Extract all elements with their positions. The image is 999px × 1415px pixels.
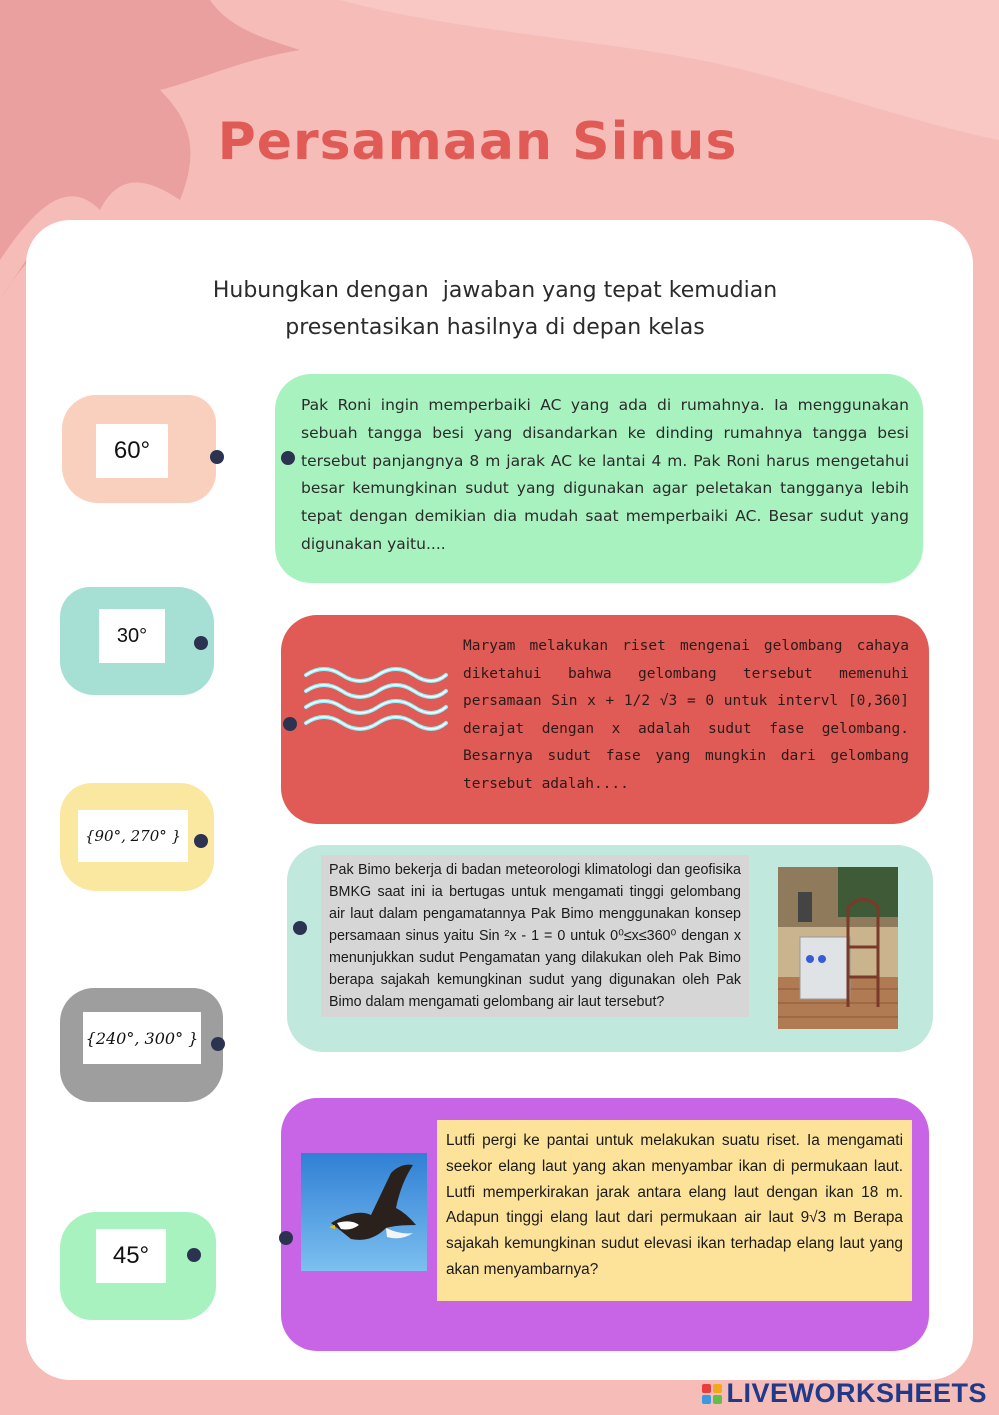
question-connector-dot-4[interactable] [279, 1231, 293, 1245]
question-text-3: Pak Bimo bekerja di badan meteorologi klimatologi dan geofisika BMKG saat ini ia bertugas untuk mengamati tinggi gelombang air laut dalam pengamatannya Pak Bimo menggunakan konsep persamaan sinus yaitu Sin ²x - 1 = 0 untuk 0⁰≤x≤360⁰ dengan x menunjukkan sudut Pengamatan yang dilakukan oleh Pak Bimo berapa sajakah kemungkinan sudut yang digunakan oleh Pak Bimo dalam mengamati gelombang air laut tersebut? [321, 855, 749, 1017]
answer-label-90-270[interactable]: {90°, 270° } [78, 810, 188, 862]
instruction-line-2: presentasikan hasilnya di depan kelas [285, 315, 705, 340]
answer-label-60[interactable]: 60° [96, 424, 168, 478]
page-title: Persamaan Sinus [217, 112, 738, 172]
instruction-text [150, 272, 840, 346]
liveworksheets-logo [702, 1378, 987, 1409]
eagle-photo [301, 1153, 427, 1271]
answer-label-30[interactable]: 30° [99, 609, 165, 663]
question-connector-dot-3[interactable] [293, 921, 307, 935]
question-text-4: Lutfi pergi ke pantai untuk melakukan suatu riset. Ia mengamati seekor elang laut yang akan menyambar ikan di permukaan laut. Lutfi memperkirakan jarak antara elang laut dengan ikan 18 m. Adapun tinggi elang laut dari permukaan air laut 9√3 m Berapa sajakah kemungkinan sudut elevasi ikan terhadap elang laut yang akan menyambarnya? [437, 1120, 912, 1301]
question-text-2: Maryam melakukan riset mengenai gelombang cahaya diketahui bahwa gelombang tersebut memenuhi persamaan Sin x + 1/2 √3 = 0 untuk intervl [0,360] derajat dengan x adalah sudut fase gelombang. Besarnya sudut fase yang mungkin dari gelombang tersebut adalah.... [463, 638, 909, 792]
instruction-line-1: Hubungkan dengan jawaban yang tepat kemudian [212, 278, 778, 303]
question-card-2 [281, 615, 929, 824]
question-connector-dot-2[interactable] [283, 717, 297, 731]
question-connector-dot-1[interactable] [281, 451, 295, 465]
question-card-1 [275, 374, 923, 583]
bmkg-equipment-photo [778, 867, 898, 1029]
liveworksheets-logo-icon [702, 1384, 722, 1404]
answer-label-240-300[interactable]: {240°, 300° } [83, 1012, 201, 1064]
answer-connector-dot-30[interactable] [194, 636, 208, 650]
liveworksheets-brand: LIVEWORKSHEETS [726, 1378, 987, 1408]
neon-wave-icon [301, 663, 451, 733]
answer-connector-dot-45[interactable] [187, 1248, 201, 1262]
question-card-4 [281, 1098, 929, 1351]
question-text-1: Pak Roni ingin memperbaiki AC yang ada di rumahnya. Ia menggunakan sebuah tangga besi yang disandarkan ke dinding rumahnya tangga besi tersebut panjangnya 8 m jarak AC ke lantai 4 m. Pak Roni harus mengetahui besar kemungkinan sudut yang digunakan agar peletakan tangganya lebih tepat dengan demikian dia mudah saat memperbaiki AC. Besar sudut yang digunakan yaitu.... [301, 396, 909, 553]
question-card-3 [287, 845, 933, 1052]
answer-connector-dot-240-300[interactable] [211, 1037, 225, 1051]
answer-connector-dot-60[interactable] [210, 450, 224, 464]
answer-label-45[interactable]: 45° [96, 1229, 166, 1283]
answer-connector-dot-90-270[interactable] [194, 834, 208, 848]
